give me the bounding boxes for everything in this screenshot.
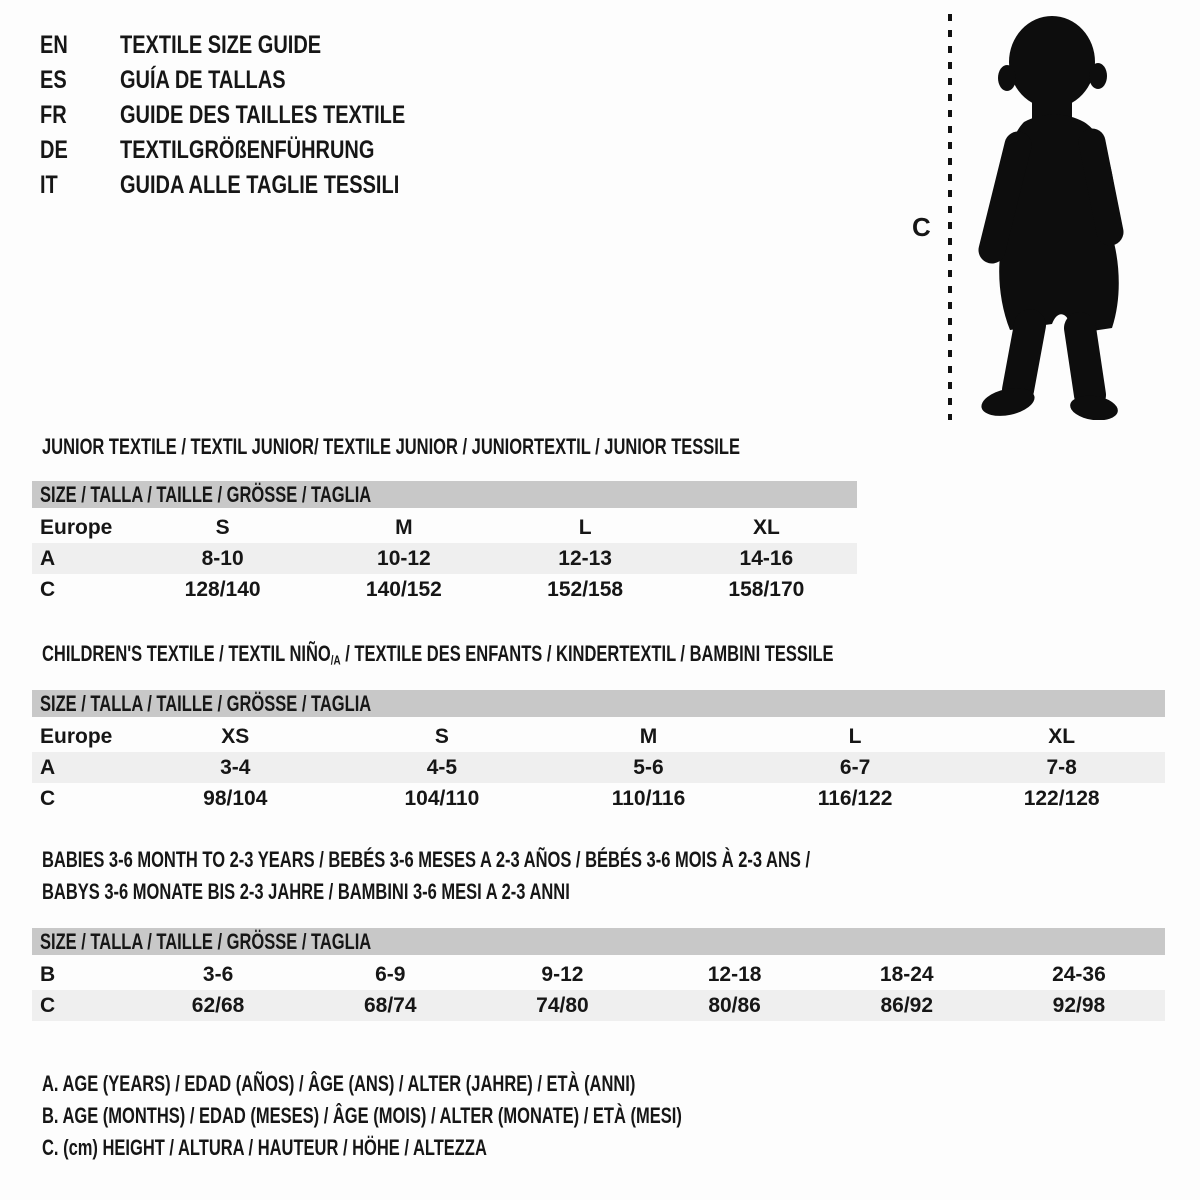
junior-size-table (32, 481, 857, 605)
junior-section-heading (42, 434, 973, 460)
table-cell: 7-8 (1046, 755, 1077, 779)
language-code: DE (40, 136, 68, 164)
table-cell: 6-9 (375, 962, 406, 986)
table-cell: L (578, 515, 592, 539)
table-cell: 152/158 (547, 577, 624, 601)
children-heading-text: CHILDREN'S TEXTILE / TEXTIL $NIÑO_{/A}$ / TEXTILE DES ENFANTS / KINDERTEXTIL / BAMBINI TESSILE (42, 641, 834, 668)
table-cell: XS (221, 724, 250, 748)
table-row (32, 543, 857, 574)
table-cell: 62/68 (191, 993, 245, 1017)
language-row-it (40, 168, 477, 203)
table-cell: 158/170 (728, 577, 805, 601)
table-cell: XL (1048, 724, 1076, 748)
table-cell: 12-13 (558, 546, 612, 570)
table-row (32, 959, 1165, 990)
legend-line-c: C. (cm) HEIGHT / ALTURA / HAUTEUR / HÖHE / ALTEZZA (42, 1135, 487, 1160)
guide-title-de: TEXTILGRÖßENFÜHRUNG (120, 136, 375, 164)
language-title-list (40, 28, 477, 203)
babies-heading-line1: BABIES 3-6 MONTH TO 2-3 YEARS / BEBÉS 3-6 MESES A 2-3 AÑOS / BÉBÉS 3-6 MOIS À 2-3 ANS / (42, 847, 811, 872)
table-cell: S (434, 724, 449, 748)
table-cell: 98/104 (203, 786, 268, 810)
row-label: Europe (40, 724, 113, 748)
junior-heading-text: JUNIOR TEXTILE / TEXTIL JUNIOR/ TEXTILE JUNIOR / JUNIORTEXTIL / JUNIOR TESSILE (42, 434, 740, 459)
table-cell: S (215, 515, 230, 539)
language-row-fr (40, 98, 477, 133)
table-cell: 116/122 (817, 786, 893, 810)
row-label: Europe (40, 515, 113, 539)
size-header-bar (32, 481, 857, 508)
toddler-silhouette-image (962, 10, 1142, 420)
row-label: C (40, 577, 56, 601)
table-cell: 5-6 (633, 755, 664, 779)
table-cell: 68/74 (363, 993, 417, 1017)
language-row-de (40, 133, 477, 168)
table-row (32, 512, 857, 543)
table-row (32, 752, 1165, 783)
size-header-label: SIZE / TALLA / TAILLE / GRÖSSE / TAGLIA (40, 928, 372, 954)
row-label: C (40, 786, 56, 810)
size-header-bar (32, 690, 1165, 717)
table-cell: 110/116 (611, 786, 686, 810)
table-cell: L (848, 724, 862, 748)
babies-heading-line2: BABYS 3-6 MONATE BIS 2-3 JAHRE / BAMBINI 3-6 MESI A 2-3 ANNI (42, 879, 570, 904)
size-header-bar (32, 928, 1165, 955)
size-header-label: SIZE / TALLA / TAILLE / GRÖSSE / TAGLIA (40, 690, 372, 716)
table-cell: 24-36 (1052, 962, 1106, 986)
children-size-table (32, 690, 1165, 814)
legend-line-a: A. AGE (YEARS) / EDAD (AÑOS) / ÂGE (ANS) / ALTER (JAHRE) / ETÀ (ANNI) (42, 1071, 636, 1096)
row-label: A (40, 755, 56, 779)
table-cell: M (639, 724, 658, 748)
table-cell: 10-12 (377, 546, 431, 570)
measurement-legend (42, 1068, 895, 1164)
height-measure-dashed-line (946, 14, 954, 420)
row-label: A (40, 546, 56, 570)
size-header-label: SIZE / TALLA / TAILLE / GRÖSSE / TAGLIA (40, 481, 372, 507)
table-cell: 92/98 (1052, 993, 1106, 1017)
language-row-en (40, 28, 477, 63)
table-cell: 3-4 (220, 755, 251, 779)
table-row (32, 783, 1165, 814)
children-section-heading (42, 641, 1097, 673)
table-cell: 104/110 (404, 786, 480, 810)
table-cell: 12-18 (707, 962, 762, 986)
table-row (32, 721, 1165, 752)
language-code: ES (40, 66, 67, 94)
language-code: IT (40, 171, 58, 199)
guide-title-fr: GUIDE DES TAILLES TEXTILE (120, 101, 406, 129)
table-cell: 9-12 (541, 962, 584, 986)
babies-size-table (32, 928, 1165, 1021)
table-cell: XL (752, 515, 780, 539)
legend-line-b: B. AGE (MONTHS) / EDAD (MESES) / ÂGE (MOIS) / ALTER (MONATE) / ETÀ (MESI) (42, 1103, 682, 1128)
table-cell: 86/92 (880, 993, 934, 1017)
guide-title-es: GUÍA DE TALLAS (120, 66, 286, 94)
guide-title-en: TEXTILE SIZE GUIDE (120, 31, 322, 59)
table-row (32, 990, 1165, 1021)
height-measure-label: C (912, 212, 931, 242)
table-cell: 8-10 (201, 546, 244, 570)
table-cell: 4-5 (426, 755, 458, 779)
language-row-es (40, 63, 477, 98)
table-cell: 128/140 (184, 577, 261, 601)
language-code: EN (40, 31, 68, 59)
table-cell: 140/152 (365, 577, 442, 601)
row-label: C (40, 993, 56, 1017)
table-row (32, 574, 857, 605)
table-cell: 3-6 (202, 962, 234, 986)
nino-a-subscript: /A (330, 652, 341, 668)
table-cell: 14-16 (739, 546, 794, 570)
babies-section-heading (42, 847, 1066, 911)
table-cell: 18-24 (879, 962, 934, 986)
table-cell: 74/80 (536, 993, 589, 1017)
guide-title-it: GUIDA ALLE TAGLIE TESSILI (120, 171, 400, 199)
row-label: B (40, 962, 56, 986)
table-cell: 80/86 (708, 993, 761, 1017)
table-cell: 6-7 (839, 755, 871, 779)
table-cell: 122/128 (1023, 786, 1100, 810)
table-cell: M (395, 515, 413, 539)
language-code: FR (40, 101, 67, 129)
